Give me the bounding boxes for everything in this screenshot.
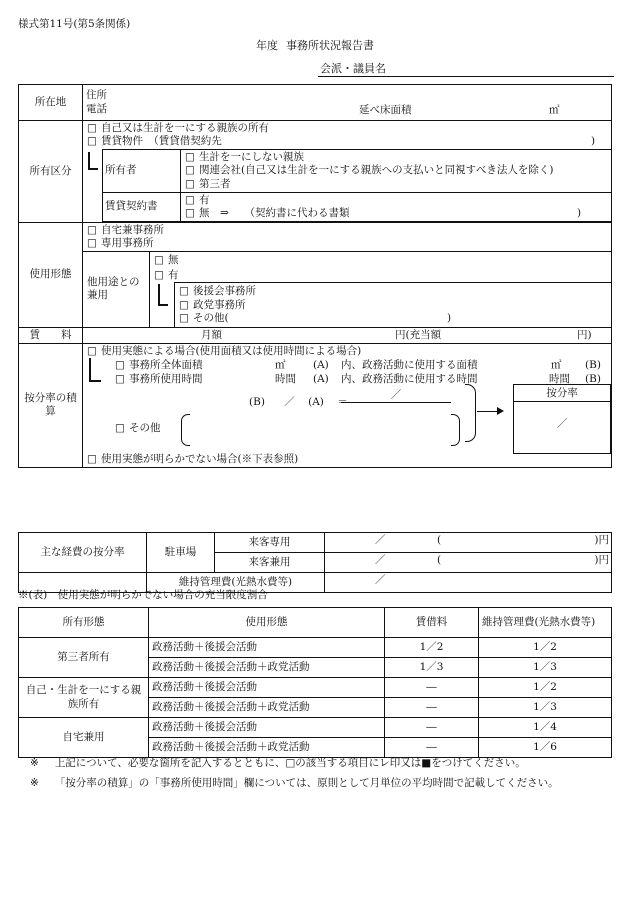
rent-row <box>19 327 612 343</box>
formula <box>249 396 348 409</box>
checkbox-home[interactable]: □ <box>87 223 97 236</box>
opt-home-label: 自宅兼事務所 <box>101 223 164 236</box>
slash: ／ <box>375 534 386 546</box>
limit-maint-cell: 1／3 <box>479 658 612 678</box>
location-label: 所在地 <box>19 85 83 121</box>
checkbox-rental[interactable]: □ <box>87 135 97 148</box>
time-mark-a: (A) <box>313 372 329 385</box>
owner-opt2-label: 関連会社(自己又は生計を一にする親族への支払いと同視すべき法人を除く) <box>199 164 554 177</box>
elbow-arrow-icon <box>89 358 101 382</box>
slash: ／ <box>375 574 386 586</box>
paren-open: ( <box>437 554 442 566</box>
owner-options <box>181 150 612 192</box>
checkbox-contract-no[interactable]: □ <box>185 206 195 219</box>
checkbox-shared-yes[interactable]: □ <box>154 269 164 282</box>
table-row <box>19 718 612 738</box>
checkbox-sub3[interactable]: □ <box>179 311 189 324</box>
expenses-label: 主な経費の按分率 <box>19 533 147 573</box>
checkbox-contract-yes[interactable]: □ <box>185 193 195 206</box>
shared-label: 他用途との兼用 <box>83 252 150 327</box>
yen-close: )円 <box>594 534 609 546</box>
checkbox-dedicated[interactable]: □ <box>87 237 97 249</box>
limit-maint-cell: 1／6 <box>479 738 612 758</box>
ratio-result-box <box>513 384 611 454</box>
shared-table <box>83 252 611 327</box>
limit-maint-cell: 1／3 <box>479 698 612 718</box>
limit-usage-cell: 政務活動＋後援会活動 <box>149 638 385 658</box>
limit-maint-cell: 1／4 <box>479 718 612 738</box>
limit-usage-cell: 政務活動＋後援会活動 <box>149 678 385 698</box>
visitor-shared-label: 来客兼用 <box>215 553 325 573</box>
report-table <box>18 84 612 468</box>
floor-area-label: 延べ床面積 <box>359 104 412 116</box>
address-label: 住所 <box>86 89 107 102</box>
phone-label: 電話 <box>86 102 107 115</box>
formula-b: (B) <box>249 395 265 408</box>
area-unit-2: ㎡ <box>551 358 562 371</box>
table-row <box>19 678 612 698</box>
area-mark-b: (B) <box>585 358 601 371</box>
form-number: 様式第11号(第5条関係) <box>18 18 131 30</box>
sub1-label: 後援会事務所 <box>193 285 256 298</box>
limit-maint-cell: 1／2 <box>479 638 612 658</box>
rent-cell[interactable] <box>83 327 612 343</box>
ratio-result-label: 按分率 <box>514 385 610 402</box>
elbow-arrow-icon <box>88 152 98 170</box>
limit-rent-cell: ― <box>385 698 479 718</box>
owner-opt1-label: 生計を一にしない親族 <box>199 151 304 164</box>
ownership-label: 所有区分 <box>19 121 83 223</box>
limit-rent-cell: ― <box>385 738 479 758</box>
shared-yes-label: 有 <box>168 269 179 282</box>
note-1 <box>30 757 526 770</box>
contract-no-label: 無 ⇒ （契約書に代わる書類 <box>199 206 350 219</box>
limit-rent-cell: ― <box>385 678 479 698</box>
slash: ／ <box>375 554 386 566</box>
visitor-only-label: 来客専用 <box>215 533 325 553</box>
shared-sub-options <box>174 282 611 326</box>
checkbox-shared-no[interactable]: □ <box>154 254 164 267</box>
ratio-arrow-icon <box>497 407 504 415</box>
opt-family-label: 自己又は生計を一にする親族の所有 <box>101 122 269 134</box>
rental-close: ) <box>591 135 596 148</box>
party-name-label: 会派・議員名 <box>320 62 386 75</box>
limit-maint-cell: 1／2 <box>479 678 612 698</box>
limit-rent-cell: 1／2 <box>385 638 479 658</box>
location-cell[interactable] <box>83 85 612 121</box>
time-unit-2: 時間 <box>549 372 570 385</box>
checkbox-sub2[interactable]: □ <box>179 298 189 311</box>
usage-row <box>19 222 612 251</box>
paren-open: ( <box>437 534 442 546</box>
table-row <box>19 638 612 658</box>
note-1-text: 上記について、必要な箇所を記入するとともに、□の該当する項目にレ印又は■をつけてください。 <box>54 757 526 769</box>
limit-owner-cell: 自宅兼用 <box>19 718 149 758</box>
floor-area-unit: ㎡ <box>549 104 560 116</box>
owner-label: 所有者 <box>103 150 181 192</box>
checkbox-by-actual[interactable]: □ <box>87 344 97 357</box>
limit-header-owner: 所有形態 <box>19 608 149 638</box>
limit-usage-cell: 政務活動＋後援会活動＋政党活動 <box>149 658 385 678</box>
form-title <box>0 39 630 53</box>
area-political-label: 内、政務活動に使用する面積 <box>341 358 478 371</box>
usage-label: 使用形態 <box>19 222 83 327</box>
sub2-label: 政党事務所 <box>193 298 246 311</box>
ratio-row <box>19 343 612 467</box>
checkbox-other[interactable]: □ <box>115 421 125 434</box>
limit-owner-cell: 第三者所有 <box>19 638 149 678</box>
unclear-label: 使用実態が明らかでない場合(※下表参照) <box>101 452 299 465</box>
elbow-arrow-icon <box>158 284 168 306</box>
owner-row <box>19 150 612 192</box>
by-actual-label: 使用実態による場合(使用面積又は使用時間による場合) <box>101 344 362 357</box>
rent-monthly-label: 月額 <box>201 328 222 341</box>
checkbox-owner-2[interactable]: □ <box>185 164 195 177</box>
elbow-cell <box>83 150 103 222</box>
formula-eq: ＝ <box>337 395 348 408</box>
note-2 <box>30 777 559 790</box>
visitor-shared-value[interactable] <box>325 553 612 573</box>
time-political-label: 内、政務活動に使用する時間 <box>341 372 478 385</box>
limit-usage-cell: 政務活動＋後援会活動＋政党活動 <box>149 698 385 718</box>
checkbox-time[interactable]: □ <box>115 372 125 385</box>
ratio-brace <box>465 384 476 442</box>
ratio-cell <box>83 343 612 467</box>
ratio-result-value[interactable]: ／ <box>556 417 568 430</box>
other-bracket-left <box>181 414 190 446</box>
maintenance-value[interactable] <box>325 573 612 593</box>
rent-applied-label: 円(充当額 <box>395 328 442 341</box>
sub3-close: ) <box>447 311 452 324</box>
other-label: その他 <box>129 421 161 434</box>
shared-no-label: 無 <box>168 254 179 267</box>
ownership-options <box>83 121 612 150</box>
note-mark: ※ <box>30 757 39 769</box>
note-2-text: 「按分率の積算」の「事務所使用時間」欄については、原則として月単位の平均時間で記載してください。 <box>54 777 559 789</box>
title-main: 事務所状況報告書 <box>286 39 374 52</box>
ratio-arrow-line <box>477 411 499 412</box>
checkbox-sub1[interactable]: □ <box>179 285 189 298</box>
sub3-label: その他( <box>193 311 229 324</box>
limit-header-rent: 賃借料 <box>385 608 479 638</box>
owner-opt3-label: 第三者 <box>199 177 231 190</box>
checkbox-area[interactable]: □ <box>115 358 125 371</box>
limit-header-usage: 使用形態 <box>149 608 385 638</box>
area-mark-a: (A) <box>313 358 329 371</box>
opt-rental-label: 賃貸物件 （賃貸借契約先 <box>101 135 222 148</box>
usage-options <box>83 222 612 251</box>
yen-close: )円 <box>594 554 609 566</box>
limit-owner-cell: 自己・生計を一にする親族所有 <box>19 678 149 718</box>
visitor-only-value[interactable] <box>325 533 612 553</box>
limit-table-caption: ※(表) 使用実態が明らかでない場合の充当限度割合 <box>18 589 268 601</box>
formula-a: (A) <box>308 395 324 408</box>
title-year: 年度 <box>256 39 278 52</box>
time-mark-b: (B) <box>585 372 601 385</box>
rent-label: 賃 料 <box>19 327 83 343</box>
checkbox-unclear[interactable]: □ <box>87 452 97 465</box>
limit-header-maint: 維持管理費(光熱水費等) <box>479 608 612 638</box>
time-unit: 時間 <box>275 372 296 385</box>
checkbox-owner-1[interactable]: □ <box>185 151 195 164</box>
limit-usage-cell: 政務活動＋後援会活動 <box>149 718 385 738</box>
party-name-field[interactable] <box>318 62 614 77</box>
limit-rent-cell: ― <box>385 718 479 738</box>
time-total-label: 事務所使用時間 <box>129 372 203 385</box>
location-row <box>19 85 612 121</box>
area-unit: ㎡ <box>275 358 286 371</box>
parking-label: 駐車場 <box>147 533 215 573</box>
ratio-label: 按分率の積算 <box>19 343 83 467</box>
shared-row <box>19 252 612 328</box>
expenses-table <box>18 532 612 593</box>
limit-usage-cell: 政務活動＋後援会活動＋政党活動 <box>149 738 385 758</box>
contract-row <box>19 192 612 221</box>
contract-close: ) <box>577 206 582 219</box>
limit-rent-cell: 1／3 <box>385 658 479 678</box>
contract-yes-label: 有 <box>199 193 210 206</box>
formula-slash: ／ <box>284 395 295 408</box>
contract-options <box>181 192 612 221</box>
other-bracket-right <box>451 414 460 446</box>
opt-dedicated-label: 専用事務所 <box>101 237 154 249</box>
maintenance-label: 維持管理費(光熱水費等) <box>147 573 325 593</box>
contract-label: 賃貸契約書 <box>103 192 181 221</box>
checkbox-owner-3[interactable]: □ <box>185 177 195 190</box>
formula-result-line[interactable]: ／ <box>341 389 451 403</box>
limit-table <box>18 607 612 758</box>
checkbox-family[interactable]: □ <box>87 122 97 134</box>
note-mark: ※ <box>30 777 39 789</box>
rent-close: 円) <box>577 328 592 341</box>
ownership-row <box>19 121 612 150</box>
area-total-label: 事務所全体面積 <box>129 358 203 371</box>
